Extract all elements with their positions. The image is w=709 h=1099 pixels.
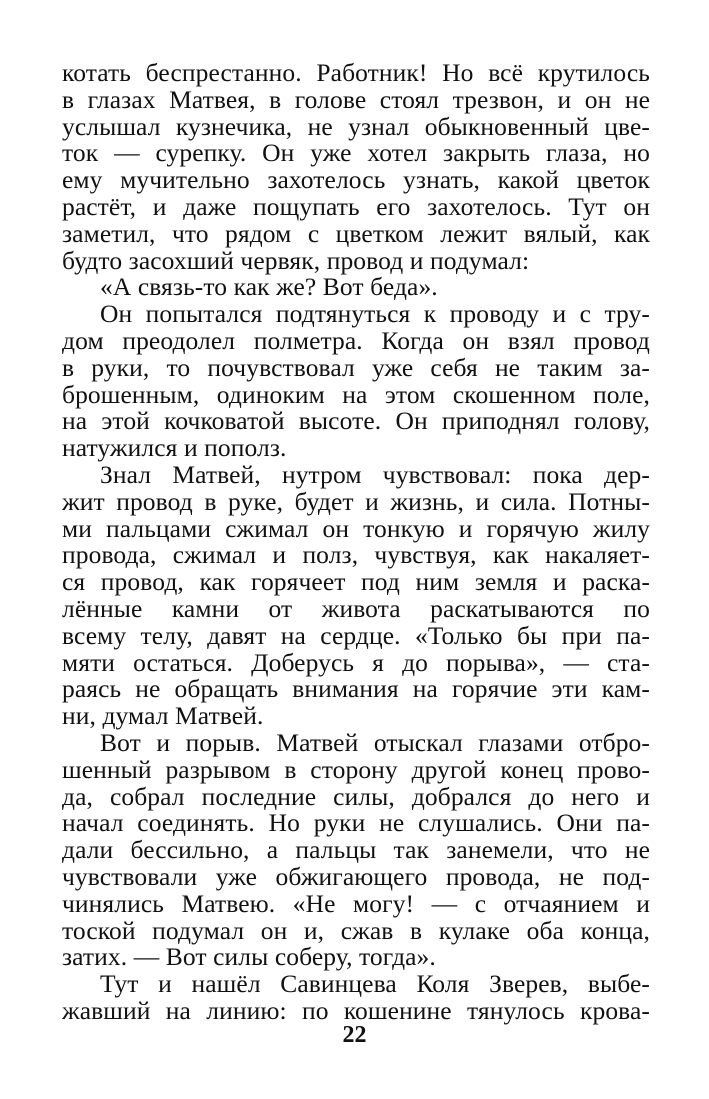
text-line: котать беспрестанно. Работник! Но всё крутилось <box>62 58 650 87</box>
text-line: растёт, и даже пощупать его захотелось. Тут он <box>62 191 650 221</box>
paragraph <box>62 971 650 1025</box>
text-line: ему мучительно захотелось узнать, какой цветок <box>62 165 650 195</box>
text-line: жит провод в руке, будет и жизнь, и сила. Потны- <box>62 486 650 516</box>
text-line: лённые камни от живота раскатываются по <box>62 593 650 623</box>
text-line: дали бессильно, а пальцы так занемели, что не <box>62 835 650 865</box>
text-line: на этой кочковатой высоте. Он приподнял голову, <box>62 406 650 436</box>
text-line: брошенным, одиноким на этом скошенном поле, <box>62 379 650 409</box>
text-line: услышал кузнечика, не узнал обыкновенный цве- <box>62 111 650 141</box>
text-line: Тут и нашёл Савинцева Коля Зверев, выбе- <box>100 969 650 999</box>
text-line: Вот и порыв. Матвей отыскал глазами отбро- <box>100 727 650 757</box>
text-line: всему телу, давят на сердце. «Только бы при па- <box>62 620 650 650</box>
text-line: ми пальцами сжимал он тонкую и горячую жилу <box>62 513 650 543</box>
text-line: начал соединять. Но руки не слушались. Они па- <box>62 808 650 838</box>
text-line: чувствовали уже обжигающего провода, не под- <box>62 861 650 891</box>
text-line: да, собрал последние силы, добрался до него и <box>62 781 650 811</box>
page-text <box>62 60 650 1025</box>
text-line: «А связь-то как же? Вот беда». <box>100 272 438 302</box>
text-line: ни, думал Матвей. <box>62 701 264 731</box>
text-line: ток — сурепку. Он уже хотел закрыть глаза, но <box>62 138 650 168</box>
paragraph <box>62 727 650 972</box>
text-line: шенный разрывом в сторону другой конец прово- <box>62 754 650 784</box>
text-line: заметил, что рядом с цветком лежит вялый, как <box>62 218 650 248</box>
text-line: чинялись Матвею. «Не могу! — с отчаянием и <box>62 888 650 918</box>
paragraph <box>62 459 650 731</box>
text-line: в руки, то почувствовал уже себя не таким за- <box>62 352 650 382</box>
text-line: раясь не обращать внимания на горячие эти кам- <box>62 674 650 704</box>
text-line: дом преодолел полметра. Когда он взял провод <box>62 325 650 355</box>
text-line: затих. — Вот силы соберу, тогда». <box>62 942 436 972</box>
text-line: Он попытался подтянуться к проводу и с тру- <box>100 299 650 329</box>
page-number: 22 <box>342 1022 367 1048</box>
paragraph <box>62 274 650 301</box>
text-line: будто засохший червяк, провод и подумал: <box>62 245 530 275</box>
text-line: Знал Матвей, нутром чувствовал: пока дер- <box>100 459 650 489</box>
text-line: натужился и пополз. <box>62 433 287 463</box>
text-line: жавший на линию: по кошенине тянулось крова- <box>62 995 650 1025</box>
paragraph <box>62 301 650 462</box>
text-line: в глазах Матвея, в голове стоял трезвон, и он не <box>62 84 650 114</box>
paragraph <box>62 60 650 274</box>
text-line: мяти остаться. Доберусь я до порыва», — ста- <box>62 647 650 677</box>
text-line: ся провод, как горячеет под ним земля и раска- <box>62 567 650 597</box>
text-line: провода, сжимал и полз, чувствуя, как накаляет- <box>62 540 650 570</box>
text-line: тоской подумал он и, сжав в кулаке оба конца, <box>62 915 650 945</box>
